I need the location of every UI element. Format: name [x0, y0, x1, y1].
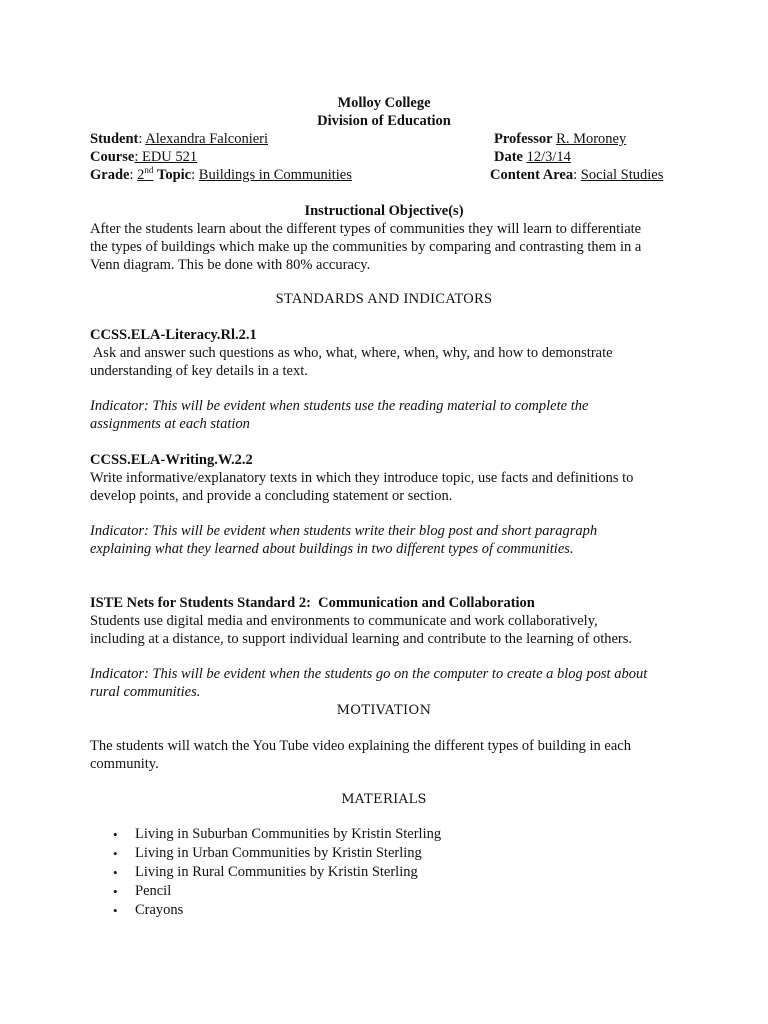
content-area-value: Social Studies: [580, 167, 664, 183]
professor-label: Professor: [494, 131, 553, 147]
course-label: Course: [90, 149, 135, 165]
college-name: Molloy College: [337, 95, 431, 111]
reading-indicator: Indicator: This will be evident when students use the reading material to complete the assignments at each station: [90, 398, 589, 432]
writing-standard-code: CCSS.ELA-Writing.W.2.2: [90, 452, 253, 468]
topic-value: Buildings in Communities: [198, 167, 352, 183]
student-line: Student: Alexandra Falconieri: [90, 131, 269, 147]
content-area-line: Content Area: Social Studies: [490, 167, 664, 183]
date-label: Date: [494, 149, 523, 165]
standards-heading: STANDARDS AND INDICATORS: [275, 291, 493, 307]
professor-line: [494, 130, 626, 148]
motivation-heading: MOTIVATION: [336, 703, 432, 718]
motivation-text: The students will watch the You Tube video explaining the different types of building in each community.: [90, 738, 631, 772]
topic-label: Topic: [157, 167, 192, 183]
student-label: Student: [90, 131, 139, 147]
reading-standard-text: Ask and answer such questions as who, what, where, when, why, and how to demonstrate understanding of key details in a text.: [90, 345, 613, 379]
bullet-icon: •: [113, 846, 118, 861]
list-item: • Living in Urban Communities by Kristin Sterling: [113, 845, 422, 861]
writing-standard-text: Write informative/explanatory texts in which they introduce topic, use facts and definitions to develop points, and provide a concluding statement or section.: [90, 470, 634, 504]
date-value: 12/3/14: [526, 149, 571, 165]
iste-indicator: Indicator: This will be evident when the students go on the computer to create a blog post about rural communities.: [90, 666, 648, 700]
date-line: [494, 148, 571, 166]
professor-name: R. Moroney: [556, 131, 627, 147]
bullet-icon: •: [113, 903, 118, 918]
student-name: Alexandra Falconieri: [145, 131, 269, 147]
course-line: [90, 148, 197, 166]
list-item: • Pencil: [113, 883, 172, 899]
grade-label: Grade: [90, 167, 130, 183]
materials-list: [113, 825, 441, 920]
content-area-label: Content Area: [490, 167, 574, 183]
objective-text: After the students learn about the different types of communities they will learn to differentiate the types of buildings which make up the communities by comparing and contrasting them in a Venn diagram. This be done with 80% accuracy.: [90, 221, 642, 273]
writing-indicator: Indicator: This will be evident when students write their blog post and short paragraph explaining what they learned about buildings in two different types of communities.: [90, 523, 598, 557]
division-name: Division of Education: [317, 113, 451, 129]
iste-standard-text: Students use digital media and environments to communicate and work collaboratively, including at a distance, to support individual learning and contribute to the learning of others.: [90, 613, 633, 647]
bullet-icon: •: [113, 884, 118, 899]
iste-standard-code: ISTE Nets for Students Standard 2: Communication and Collaboration: [90, 595, 535, 611]
list-item: • Living in Rural Communities by Kristin Sterling: [113, 864, 418, 880]
grade-topic-line: Grade: 2nd Topic: Buildings in Communities: [90, 165, 352, 183]
bullet-icon: •: [113, 827, 118, 842]
course-value: : EDU 521: [134, 149, 198, 165]
list-item: • Crayons: [113, 902, 184, 918]
grade-value: 2nd: [137, 165, 154, 183]
reading-standard-code: CCSS.ELA-Literacy.Rl.2.1: [90, 327, 257, 343]
materials-heading: MATERIALS: [341, 792, 427, 807]
objective-heading: Instructional Objective(s): [304, 203, 464, 219]
bullet-icon: •: [113, 865, 118, 880]
list-item: • Living in Suburban Communities by Kristin Sterling: [113, 826, 442, 842]
